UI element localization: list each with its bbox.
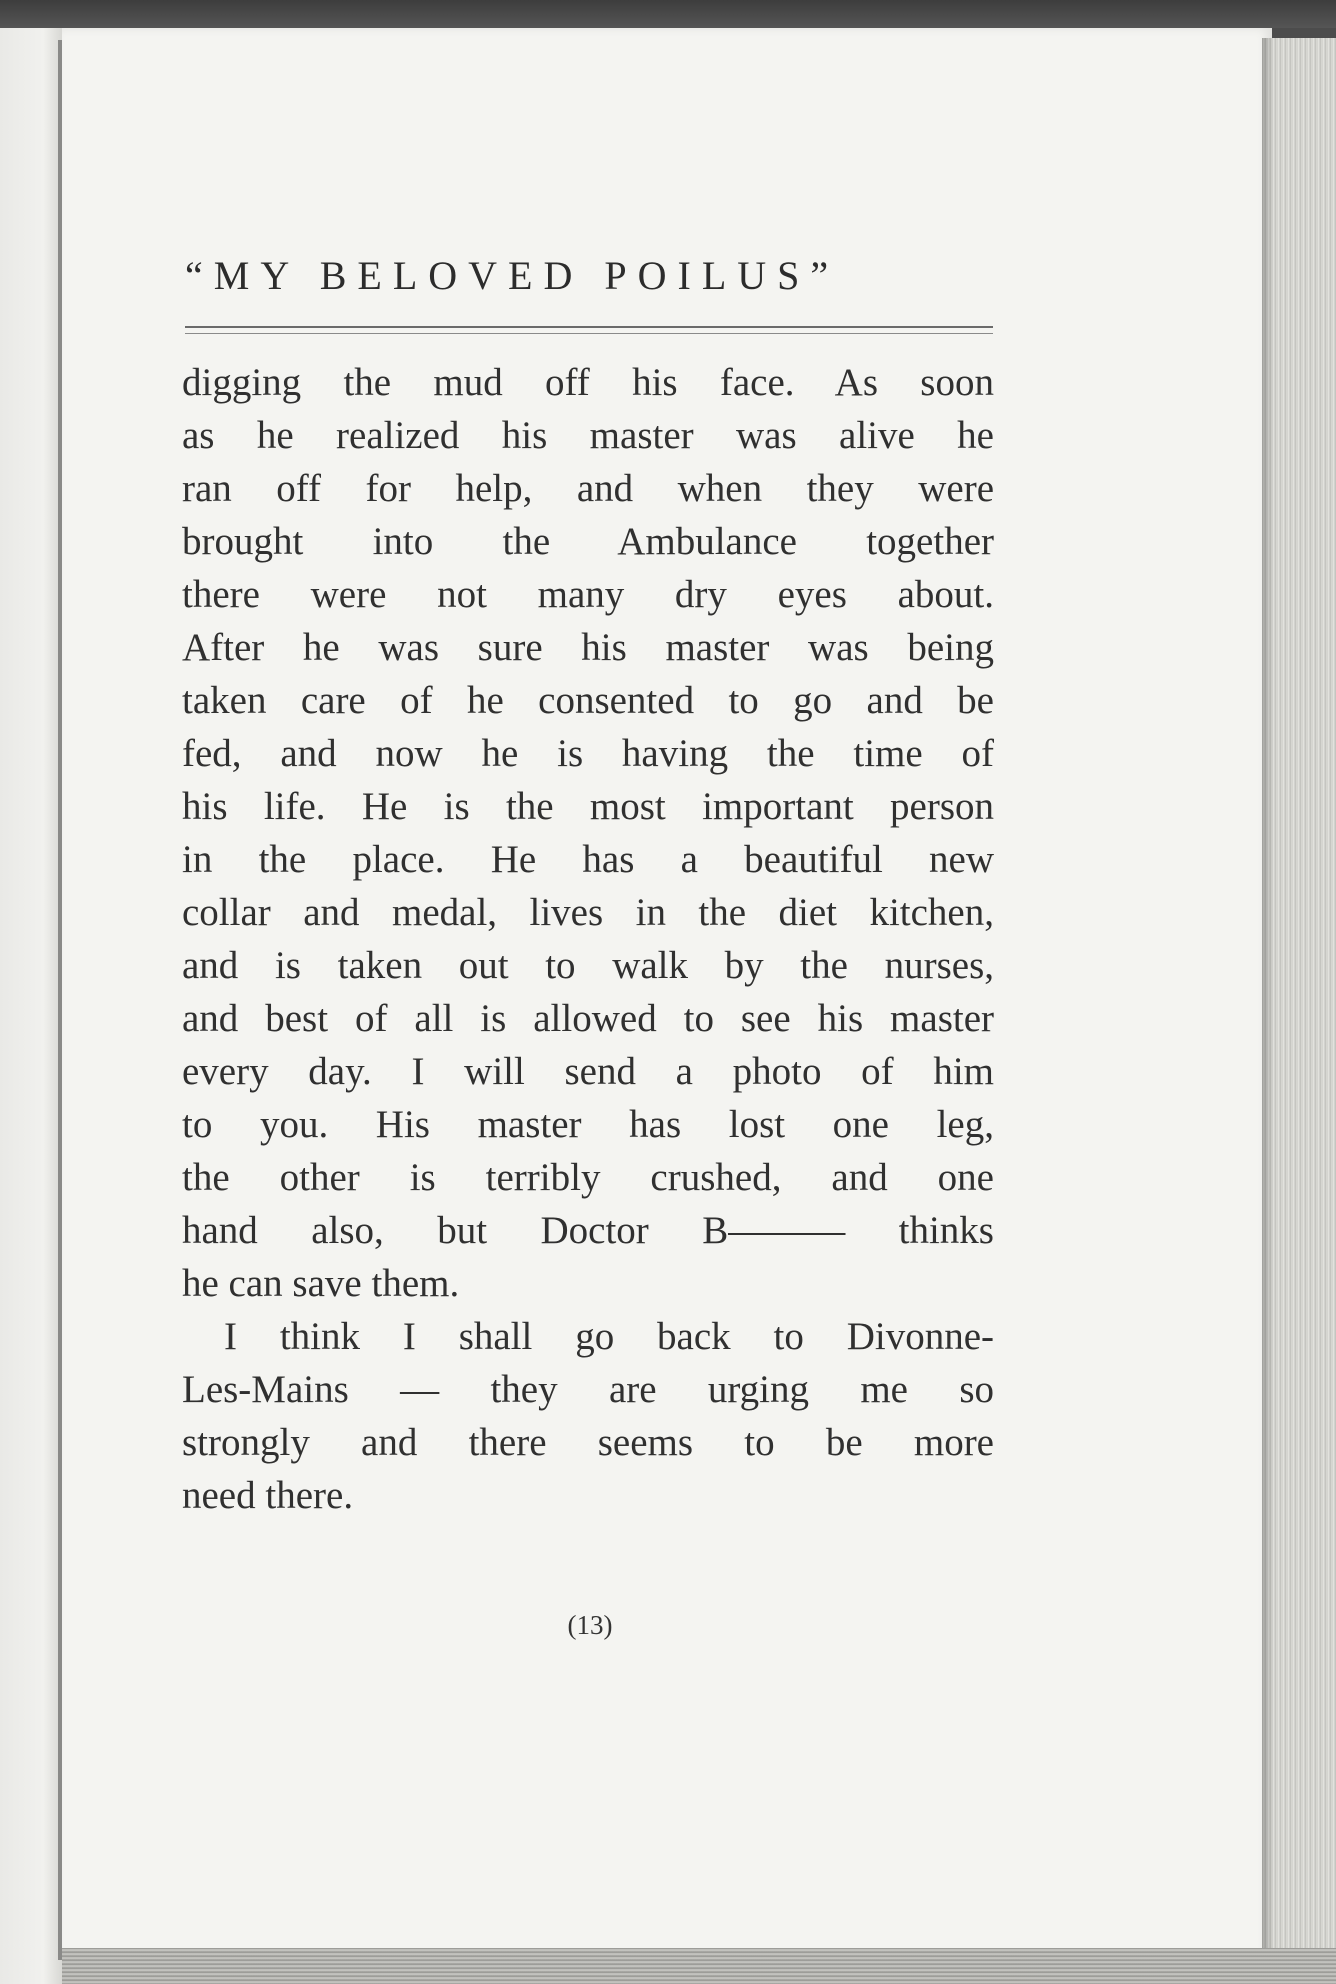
text-line: I think I shall go back to Divonne- <box>224 1315 994 1358</box>
text-line: collar and medal, lives in the diet kitchen, <box>182 891 994 934</box>
text-line: After he was sure his master was being <box>182 626 994 669</box>
header-rule-thin <box>185 333 993 334</box>
text-line: fed, and now he is having the time of <box>182 732 994 775</box>
text-line: he can save them. <box>182 1262 460 1305</box>
text-line: strongly and there seems to be more <box>182 1421 994 1464</box>
text-line: digging the mud off his face. As soon <box>182 361 994 404</box>
text-line: ran off for help, and when they were <box>182 467 994 510</box>
text-line: brought into the Ambulance together <box>182 520 994 563</box>
text-line: as he realized his master was alive he <box>182 414 994 457</box>
paragraph <box>182 356 994 1310</box>
text-line: need there. <box>182 1474 354 1517</box>
page-bottom-edge <box>62 1948 1336 1984</box>
paragraph <box>182 1310 994 1522</box>
header-rule <box>185 326 993 328</box>
text-line: his life. He is the most important person <box>182 785 994 828</box>
running-head: “MY BELOVED POILUS” <box>185 253 840 298</box>
text-line: every day. I will send a photo of him <box>182 1050 994 1093</box>
text-line: and best of all is allowed to see his master <box>182 997 994 1040</box>
page-number: (13) <box>567 1610 613 1640</box>
page-edge-shadow <box>1262 38 1274 1984</box>
text-line: taken care of he consented to go and be <box>182 679 994 722</box>
text-line: there were not many dry eyes about. <box>182 573 994 616</box>
text-line: Les-Mains — they are urging me so <box>182 1368 994 1411</box>
body-text <box>182 356 994 1522</box>
text-line: and is taken out to walk by the nurses, <box>182 944 994 987</box>
text-line: to you. His master has lost one leg, <box>182 1103 994 1146</box>
scan-top-border <box>0 0 1336 28</box>
text-line: the other is terribly crushed, and one <box>182 1156 994 1199</box>
facing-page-edge <box>0 28 62 1984</box>
text-line: in the place. He has a beautiful new <box>182 838 994 881</box>
text-line: hand also, but Doctor B——— thinks <box>182 1209 994 1252</box>
